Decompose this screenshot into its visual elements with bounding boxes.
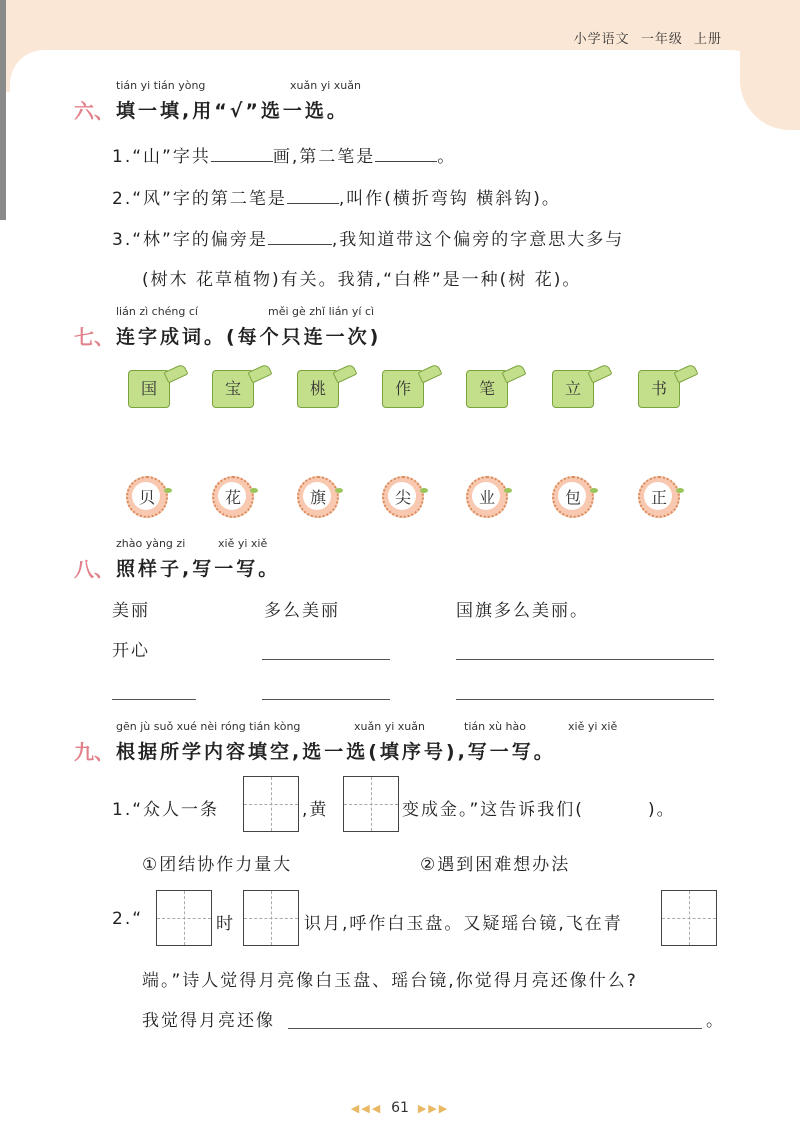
s6-q1-c: 。 xyxy=(437,147,457,167)
s6-q3-blank[interactable] xyxy=(268,228,332,245)
footer-right-arrows: ▶▶▶ xyxy=(417,1102,450,1115)
watering-can-2[interactable] xyxy=(212,366,270,410)
can-char-6: 立 xyxy=(564,379,581,398)
page-footer xyxy=(0,1100,800,1116)
s9-option-1: ①团结协作力量大 xyxy=(142,855,293,875)
flower-5[interactable] xyxy=(466,476,506,516)
s8-pinyin-2: xiě yi xiě xyxy=(218,537,268,550)
s6-q3a-a: 3.“林”字的偏旁是 xyxy=(112,230,268,250)
s9-q2c: 我觉得月亮还像 xyxy=(142,1011,275,1031)
flower-1[interactable] xyxy=(126,476,166,516)
s6-title: 填一填,用“√”选一选。 xyxy=(116,100,349,122)
s9-pinyin-4: xiě yi xiě xyxy=(568,720,618,733)
s7-pinyin-1: lián zì chéng cí xyxy=(116,305,198,318)
s9-q2b: 端。”诗人觉得月亮像白玉盘、瑶台镜,你觉得月亮还像什么? xyxy=(142,971,638,991)
can-char-2: 宝 xyxy=(224,379,241,398)
s8-example-1: 美丽 xyxy=(112,601,150,621)
header-cutout xyxy=(10,50,770,140)
s9-q2-a: 2.“ xyxy=(112,909,144,929)
s9-q2d: 。 xyxy=(706,1011,725,1031)
s9-q1-d: )。 xyxy=(648,800,676,820)
s9-option-2: ②遇到困难想办法 xyxy=(420,855,571,875)
header-volume: 上册 xyxy=(693,32,722,47)
s6-pinyin-2: xuǎn yi xuǎn xyxy=(290,79,361,92)
flower-2[interactable] xyxy=(212,476,252,516)
s9-q1-box-1[interactable] xyxy=(243,776,299,832)
header-grade: 一年级 xyxy=(640,32,683,47)
can-char-4: 作 xyxy=(394,379,411,398)
s8-title: 照样子,写一写。 xyxy=(116,558,281,580)
flower-char-2: 花 xyxy=(224,488,241,507)
running-header xyxy=(574,28,722,47)
s9-pinyin-1: gēn jù suǒ xué nèi róng tián kòng xyxy=(116,720,301,733)
flower-char-5: 业 xyxy=(478,488,495,507)
s6-q1-blank-second[interactable] xyxy=(375,145,437,162)
s9-q1-box-2[interactable] xyxy=(343,776,399,832)
flower-7[interactable] xyxy=(638,476,678,516)
s9-q2-box-3[interactable] xyxy=(661,890,717,946)
s6-q3a xyxy=(112,225,624,250)
can-char-5: 笔 xyxy=(478,379,495,398)
watering-can-7[interactable] xyxy=(638,366,696,410)
s6-q1-b: 画,第二笔是 xyxy=(272,147,376,167)
flower-char-1: 贝 xyxy=(138,488,155,507)
flower-4[interactable] xyxy=(382,476,422,516)
s8-answer-line-2[interactable] xyxy=(456,659,714,660)
s8-answer-line-4[interactable] xyxy=(262,699,390,700)
s6-number: 六、 xyxy=(74,99,114,123)
header-subject: 小学语文 xyxy=(573,32,630,47)
s8-pinyin-1: zhào yàng zi xyxy=(116,537,186,550)
s9-q1-b: ,黄 xyxy=(302,800,329,820)
s9-title: 根据所学内容填空,选一选(填序号),写一写。 xyxy=(116,741,556,763)
s6-pinyin-1: tián yi tián yòng xyxy=(116,79,206,92)
s6-q1 xyxy=(112,142,456,167)
watering-can-6[interactable] xyxy=(552,366,610,410)
can-char-7: 书 xyxy=(650,379,667,398)
s6-q3a-b: ,我知道带这个偏旁的字意思大多与 xyxy=(331,230,625,250)
flower-char-4: 尖 xyxy=(394,488,411,507)
s6-q1-a: 1.“山”字共 xyxy=(112,147,211,167)
s9-q1-a: 1.“众人一条 xyxy=(112,800,220,820)
s8-example-2: 多么美丽 xyxy=(264,601,340,621)
s9-pinyin-2: xuǎn yi xuǎn xyxy=(354,720,425,733)
s8-answer-line-1[interactable] xyxy=(262,659,390,660)
can-char-3: 桃 xyxy=(309,379,326,398)
flower-6[interactable] xyxy=(552,476,592,516)
s9-q2-box-1[interactable] xyxy=(156,890,212,946)
s9-q2-box-2[interactable] xyxy=(243,890,299,946)
s8-example-3: 国旗多么美丽。 xyxy=(456,601,589,621)
flower-char-7: 正 xyxy=(650,488,667,507)
s7-number: 七、 xyxy=(74,325,114,349)
s8-number: 八、 xyxy=(74,557,114,581)
watering-can-1[interactable] xyxy=(128,366,186,410)
s9-pinyin-3: tián xù hào xyxy=(464,720,526,733)
s6-q3b: (树木 花草植物)有关。我猜,“白桦”是一种(树 花)。 xyxy=(142,270,582,290)
s9-answer-line[interactable] xyxy=(288,1028,702,1029)
s9-q2-b: 时 xyxy=(216,914,235,934)
flower-char-3: 旗 xyxy=(309,488,326,507)
s9-q2-c: 识月,呼作白玉盘。又疑瑶台镜,飞在青 xyxy=(304,914,623,934)
s8-answer-line-5[interactable] xyxy=(456,699,714,700)
s6-q2-b: ,叫作(横折弯钩 横斜钩)。 xyxy=(338,189,561,209)
s9-number: 九、 xyxy=(74,740,114,764)
s8-answer-line-3[interactable] xyxy=(112,699,196,700)
footer-left-arrows: ◀◀◀ xyxy=(350,1102,383,1115)
flower-3[interactable] xyxy=(297,476,337,516)
flower-char-6: 包 xyxy=(564,488,581,507)
s6-q2-a: 2.“风”字的第二笔是 xyxy=(112,189,287,209)
left-bar xyxy=(0,0,6,220)
can-char-1: 国 xyxy=(140,379,157,398)
watering-can-3[interactable] xyxy=(297,366,355,410)
s7-pinyin-2: měi gè zhǐ lián yí cì xyxy=(268,305,375,318)
s6-q1-blank-strokes[interactable] xyxy=(211,145,273,162)
watering-can-5[interactable] xyxy=(466,366,524,410)
s7-title: 连字成词。(每个只连一次) xyxy=(116,326,382,348)
s6-q2 xyxy=(112,184,561,209)
s8-question: 开心 xyxy=(112,641,150,661)
page-number: 61 xyxy=(391,1100,409,1116)
s9-q1-c: 变成金。”这告诉我们( xyxy=(402,800,584,820)
s6-q2-blank[interactable] xyxy=(287,187,339,204)
watering-can-4[interactable] xyxy=(382,366,440,410)
